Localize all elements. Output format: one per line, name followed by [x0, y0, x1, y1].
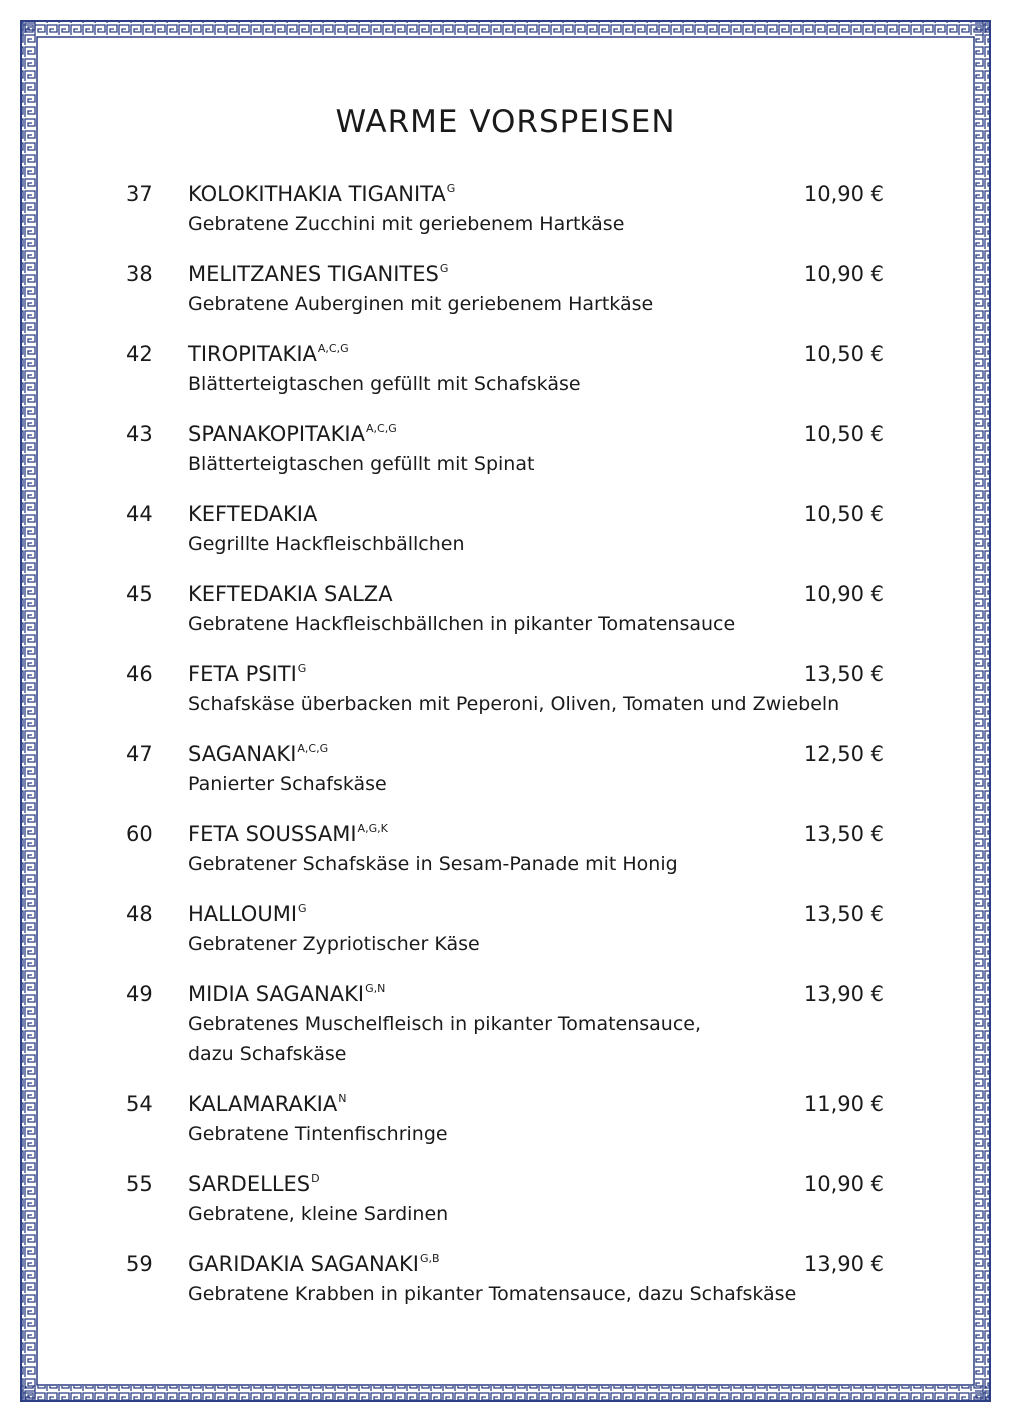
allergen-codes: A,G,K — [357, 822, 388, 835]
item-number: 55 — [126, 1172, 153, 1196]
item-description: Schafskäse überbacken mit Peperoni, Oliven, Tomaten und Zwiebeln — [188, 693, 840, 715]
allergen-codes: G — [439, 262, 449, 275]
item-name-text: KALAMARAKIA — [188, 1092, 338, 1116]
item-price: 13,50 € — [803, 822, 884, 846]
allergen-codes: G,N — [365, 982, 386, 995]
item-name — [188, 419, 397, 453]
item-name-text: KEFTEDAKIA — [188, 502, 318, 526]
item-name — [188, 819, 388, 853]
allergen-codes: G,B — [420, 1252, 440, 1265]
item-number: 59 — [126, 1252, 153, 1276]
item-description: Blätterteigtaschen gefüllt mit Schafskäse — [188, 373, 581, 395]
item-price: 13,50 € — [803, 902, 884, 926]
item-price: 10,50 € — [803, 422, 884, 446]
item-name — [188, 259, 448, 293]
item-name-text: MIDIA SAGANAKI — [188, 982, 365, 1006]
item-description: Gebratenes Muschelfleisch in pikanter Tomatensauce, dazu Schafskäse — [188, 1013, 702, 1065]
item-price: 10,90 € — [803, 182, 884, 206]
item-name — [188, 499, 317, 529]
item-name-text: SAGANAKI — [188, 742, 297, 766]
item-name-text: KEFTEDAKIA SALZA — [188, 582, 393, 606]
item-price: 10,90 € — [803, 262, 884, 286]
item-number: 38 — [126, 262, 153, 286]
item-price: 13,90 € — [803, 982, 884, 1006]
allergen-codes: G — [297, 662, 307, 675]
item-name — [188, 739, 328, 773]
item-price: 10,90 € — [803, 582, 884, 606]
item-number: 46 — [126, 662, 153, 686]
item-name — [188, 179, 455, 213]
item-number: 45 — [126, 582, 153, 606]
allergen-codes: G — [298, 902, 307, 915]
item-name-text: FETA PSITI — [188, 662, 297, 686]
item-description: Panierter Schafskäse — [188, 773, 387, 795]
item-name-text: SPANAKOPITAKIA — [188, 422, 365, 446]
item-price: 12,50 € — [803, 742, 884, 766]
item-name — [188, 1249, 440, 1283]
item-name-text: GARIDAKIA SAGANAKI — [188, 1252, 419, 1276]
item-name — [188, 659, 306, 693]
item-description: Gebratene Tintenfischringe — [188, 1123, 448, 1145]
allergen-codes: G — [446, 182, 456, 195]
item-description: Gebratene Hackfleischbällchen in pikanter Tomatensauce — [188, 613, 736, 635]
item-number: 42 — [126, 342, 153, 366]
page-title: WARME VORSPEISEN — [335, 104, 676, 140]
item-number: 49 — [126, 982, 153, 1006]
item-price: 11,90 € — [803, 1092, 884, 1116]
item-description: Gebratener Zypriotischer Käse — [188, 933, 480, 955]
item-name-text: SARDELLES — [188, 1172, 311, 1196]
item-number: 54 — [126, 1092, 153, 1116]
allergen-codes: A,C,G — [317, 342, 349, 355]
item-price: 10,90 € — [803, 1172, 884, 1196]
item-description: Gebratene Zucchini mit geriebenem Hartkäse — [188, 213, 625, 235]
item-price: 10,50 € — [803, 502, 884, 526]
item-price: 13,90 € — [803, 1252, 884, 1276]
allergen-codes: A,C,G — [297, 742, 329, 755]
item-name — [188, 899, 307, 933]
allergen-codes: A,C,G — [366, 422, 397, 435]
item-name-text: KOLOKITHAKIA TIGANITA — [188, 182, 446, 206]
item-number: 43 — [126, 422, 153, 446]
item-description: Gebratene Auberginen mit geriebenem Hartkäse — [188, 293, 654, 315]
item-description: Gebratene, kleine Sardinen — [188, 1203, 449, 1225]
item-name — [188, 579, 393, 609]
item-description: Gebratene Krabben in pikanter Tomatensauce, dazu Schafskäse — [188, 1283, 797, 1305]
item-description: Gegrillte Hackfleischbällchen — [188, 533, 465, 555]
item-price: 13,50 € — [803, 662, 884, 686]
item-name — [188, 1089, 346, 1123]
item-name-text: TIROPITAKIA — [188, 342, 317, 366]
item-description: Gebratener Schafskäse in Sesam-Panade mit Honig — [188, 853, 678, 875]
item-name — [188, 979, 385, 1013]
item-name — [188, 339, 349, 373]
item-number: 48 — [126, 902, 153, 926]
item-number: 60 — [126, 822, 153, 846]
item-name-text: HALLOUMI — [188, 902, 298, 926]
item-description: Blätterteigtaschen gefüllt mit Spinat — [188, 453, 535, 475]
item-number: 44 — [126, 502, 153, 526]
item-name — [188, 1169, 320, 1203]
item-name-text: FETA SOUSSAMI — [188, 822, 357, 846]
item-number: 37 — [126, 182, 153, 206]
allergen-codes: N — [338, 1092, 347, 1105]
item-name-text: MELITZANES TIGANITES — [188, 262, 439, 286]
item-price: 10,50 € — [803, 342, 884, 366]
allergen-codes: D — [311, 1172, 320, 1185]
item-number: 47 — [126, 742, 153, 766]
